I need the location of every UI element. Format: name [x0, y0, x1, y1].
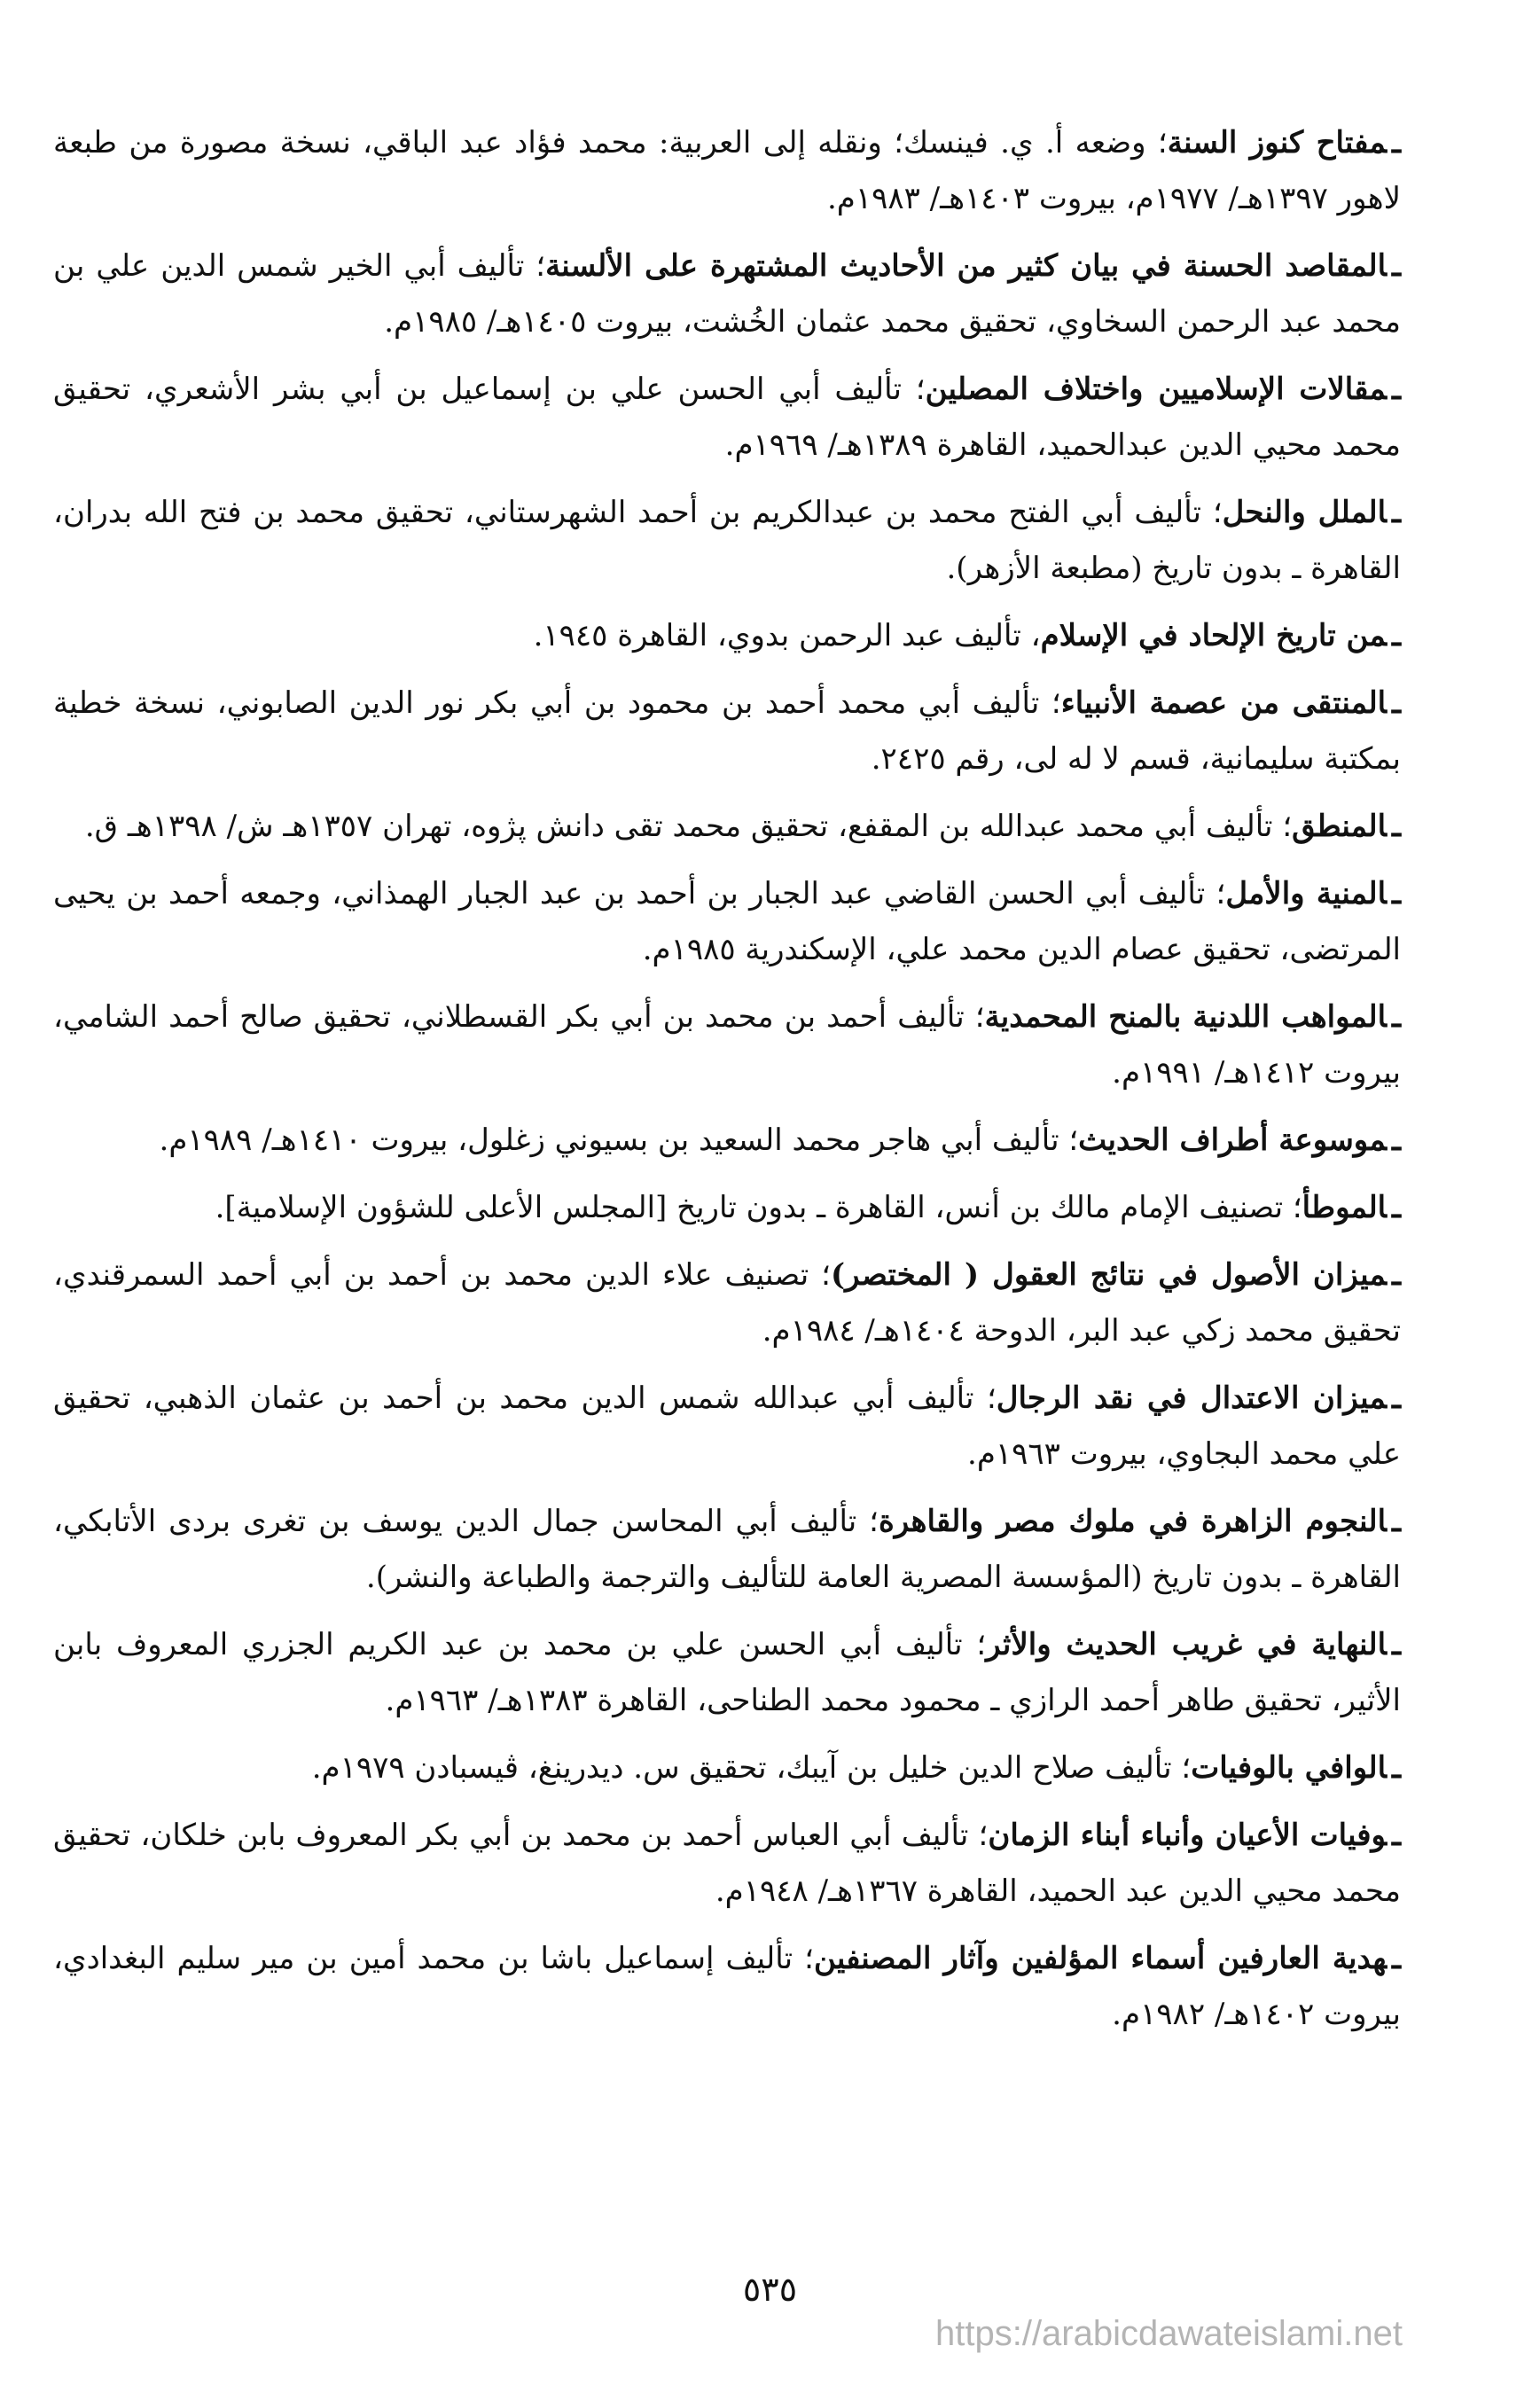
entry-details: ؛ تأليف أبي الخير شمس الدين علي بن محمد عبد الرحمن السخاوي، تحقيق محمد عثمان الخُشت، بيروت ١٤٠٥هـ/ ١٩٨٥م.	[53, 248, 1401, 340]
bibliography-entry-10: ـموسوعة أطراف الحديث؛ تأليف أبي هاجر محمد السعيد بن بسيوني زغلول، بيروت ١٤١٠هـ/ ١٩٨٩م.	[159, 1122, 1401, 1158]
entry-title: مقالات الإسلاميين واختلاف المصلين	[925, 371, 1388, 407]
entry-details: ؛ تصنيف الإمام مالك بن أنس، القاهرة ـ بدون تاريخ [المجلس الأعلى للشؤون الإسلامية].	[215, 1190, 1302, 1225]
entry-details: ؛ تأليف أبي عبدالله شمس الدين محمد بن أحمد بن عثمان الذهبي، تحقيق علي محمد البجاوي، بيروت ١٩٦٣م.	[53, 1380, 1401, 1472]
bibliography-entry-11: ـالموطأ؛ تصنيف الإمام مالك بن أنس، القاهرة ـ بدون تاريخ [المجلس الأعلى للشؤون الإسلامية].	[215, 1190, 1401, 1225]
bibliography-entry-7: ـالمنطق؛ تأليف أبي محمد عبدالله بن المقفع، تحقيق محمد تقى دانش پژوه، تهران ١٣٥٧هـ ش/ ١٣٩٨هـ ق.	[84, 809, 1401, 844]
entry-title: الملل والنحل	[1222, 495, 1388, 530]
entry-title: النجوم الزاهرة في ملوك مصر والقاهرة	[878, 1504, 1388, 1539]
entry-title: مفتاح كنوز السنة	[1167, 125, 1388, 160]
entry-title: وفيات الأعيان وأنباء أبناء الزمان	[988, 1818, 1388, 1853]
bibliography-entry-13: ـميزان الاعتدال في نقد الرجال؛ تأليف أبي عبدالله شمس الدين محمد بن أحمد بن عثمان الذهبي، تحقيق علي محمد البجاوي، بيروت ١٩٦٣م.	[53, 1380, 1401, 1472]
entry-title: المنية والأمل	[1225, 876, 1388, 911]
bibliography-entry-18: ـهدية العارفين أسماء المؤلفين وآثار المصنفين؛ تأليف إسماعيل باشا بن محمد أمين بن مير سليم البغدادي، بيروت ١٤٠٢هـ/ ١٩٨٢م.	[53, 1941, 1401, 2032]
entry-details: ؛ تصنيف علاء الدين محمد بن أحمد بن أبي أحمد السمرقندي، تحقيق محمد زكي عبد البر، الدوحة ١٤٠٤هـ/ ١٩٨٤م.	[53, 1257, 1401, 1349]
entry-details: ؛ تأليف أبي الحسن القاضي عبد الجبار بن أحمد بن عبد الجبار الهمذاني، وجمعه أحمد بن يحيى المرتضى، تحقيق عصام الدين محمد علي، الإسكندرية ١٩٨٥م.	[53, 876, 1401, 967]
bibliography-entry-5: ـمن تاريخ الإلحاد في الإسلام، تأليف عبد الرحمن بدوي، القاهرة ١٩٤٥.	[533, 618, 1401, 653]
bibliography-entry-8: ـالمنية والأمل؛ تأليف أبي الحسن القاضي عبد الجبار بن أحمد بن عبد الجبار الهمذاني، وجمعه أحمد بن يحيى المرتضى، تحقيق عصام الدين محمد علي، الإسكندرية ١٩٨٥م.	[53, 876, 1401, 967]
entry-title: الموطأ	[1302, 1190, 1388, 1225]
entry-title: المنتقى من عصمة الأنبياء	[1060, 685, 1388, 721]
entry-title: موسوعة أطراف الحديث	[1078, 1122, 1388, 1158]
bibliography-entry-14: ـالنجوم الزاهرة في ملوك مصر والقاهرة؛ تأليف أبي المحاسن جمال الدين يوسف بن تغرى بردى الأتابكي، القاهرة ـ بدون تاريخ (المؤسسة المصرية العامة للتأليف والترجمة والطباعة والنشر).	[53, 1504, 1401, 1595]
entry-details: ؛ تأليف أبي الحسن علي بن إسماعيل بن أبي بشر الأشعري، تحقيق محمد محيي الدين عبدالحميد، القاهرة ١٣٨٩هـ/ ١٩٦٩م.	[53, 371, 1401, 463]
entry-details: ؛ تأليف إسماعيل باشا بن محمد أمين بن مير سليم البغدادي، بيروت ١٤٠٢هـ/ ١٩٨٢م.	[53, 1941, 1401, 2032]
bibliography-entry-17: ـوفيات الأعيان وأنباء أبناء الزمان؛ تأليف أبي العباس أحمد بن محمد بن أبي بكر المعروف بابن خلكان، تحقيق محمد محيي الدين عبد الحميد، القاهرة ١٣٦٧هـ/ ١٩٤٨م.	[53, 1818, 1401, 1909]
entry-details: ؛ تأليف أبي الفتح محمد بن عبدالكريم بن أحمد الشهرستاني، تحقيق محمد بن فتح الله بدران، القاهرة ـ بدون تاريخ (مطبعة الأزهر).	[53, 495, 1401, 586]
bibliography-page	[53, 115, 1401, 2054]
entry-details: ؛ تأليف أبي الحسن علي بن محمد بن عبد الكريم الجزري المعروف بابن الأثير، تحقيق طاهر أحمد الرازي ـ محمود محمد الطناحى، القاهرة ١٣٨٣هـ/ ١٩٦٣م.	[53, 1627, 1401, 1718]
entry-details: ؛ تأليف أبي محمد أحمد بن محمود بن أبي بكر نور الدين الصابوني، نسخة خطية بمكتبة سليمانية، قسم لا له لى، رقم ٢٤٢٥.	[53, 685, 1401, 777]
entry-details: ؛ تأليف أبي المحاسن جمال الدين يوسف بن تغرى بردى الأتابكي، القاهرة ـ بدون تاريخ (المؤسسة المصرية العامة للتأليف والترجمة والطباعة والنشر).	[53, 1504, 1401, 1595]
entry-title: ميزان الأصول في نتائج العقول ( المختصر)	[830, 1257, 1388, 1293]
bibliography-entry-1: ـمفتاح كنوز السنة؛ وضعه أ. ي. فينسك؛ ونقله إلى العربية: محمد فؤاد عبد الباقي، نسخة مصورة من طبعة لاهور ١٣٩٧هـ/ ١٩٧٧م، بيروت ١٤٠٣هـ/ ١٩٨٣م.	[53, 125, 1402, 216]
entry-details: ؛ تأليف صلاح الدين خليل بن آيبك، تحقيق س. ديدرينغ، ڤيسبادن ١٩٧٩م.	[311, 1750, 1192, 1786]
entry-title: المنطق	[1292, 809, 1388, 844]
entry-details: ؛ تأليف أحمد بن محمد بن أبي بكر القسطلاني، تحقيق صالح أحمد الشامي، بيروت ١٤١٢هـ/ ١٩٩١م.	[53, 999, 1401, 1091]
bibliography-entry-3: ـمقالات الإسلاميين واختلاف المصلين؛ تأليف أبي الحسن علي بن إسماعيل بن أبي بشر الأشعري، تحقيق محمد محيي الدين عبدالحميد، القاهرة ١٣٨٩هـ/ ١٩٦٩م.	[53, 371, 1401, 463]
bibliography-entry-2: ـالمقاصد الحسنة في بيان كثير من الأحاديث المشتهرة على الألسنة؛ تأليف أبي الخير شمس الدين علي بن محمد عبد الرحمن السخاوي، تحقيق محمد عثمان الخُشت، بيروت ١٤٠٥هـ/ ١٩٨٥م.	[53, 248, 1401, 340]
bibliography-entry-12: ـميزان الأصول في نتائج العقول ( المختصر)؛ تصنيف علاء الدين محمد بن أحمد بن أبي أحمد السمرقندي، تحقيق محمد زكي عبد البر، الدوحة ١٤٠٤هـ/ ١٩٨٤م.	[53, 1257, 1401, 1349]
bibliography-entry-6: ـالمنتقى من عصمة الأنبياء؛ تأليف أبي محمد أحمد بن محمود بن أبي بكر نور الدين الصابوني، نسخة خطية بمكتبة سليمانية، قسم لا له لى، رقم ٢٤٢٥.	[53, 685, 1401, 777]
entry-title: الوافي بالوفيات	[1191, 1750, 1388, 1786]
entry-details: ؛ تأليف أبي محمد عبدالله بن المقفع، تحقيق محمد تقى دانش پژوه، تهران ١٣٥٧هـ ش/ ١٣٩٨هـ ق.	[84, 809, 1293, 844]
entry-title: ميزان الاعتدال في نقد الرجال	[996, 1380, 1388, 1416]
bibliography-entry-4: ـالملل والنحل؛ تأليف أبي الفتح محمد بن عبدالكريم بن أحمد الشهرستاني، تحقيق محمد بن فتح الله بدران، القاهرة ـ بدون تاريخ (مطبعة الأزهر).	[53, 495, 1401, 586]
page-number: ٥٣٥	[742, 2270, 798, 2309]
entry-details: ؛ وضعه أ. ي. فينسك؛ ونقله إلى العربية: محمد فؤاد عبد الباقي، نسخة مصورة من طبعة لاهور ١٣٩٧هـ/ ١٩٧٧م، بيروت ١٤٠٣هـ/ ١٩٨٣م.	[53, 125, 1401, 216]
entry-details: ، تأليف عبد الرحمن بدوي، القاهرة ١٩٤٥.	[533, 618, 1041, 653]
entry-title: النهاية في غريب الحديث والأثر	[986, 1627, 1388, 1662]
entry-title: المواهب اللدنية بالمنح المحمدية	[984, 999, 1388, 1035]
entry-details: ؛ تأليف أبي العباس أحمد بن محمد بن أبي بكر المعروف بابن خلكان، تحقيق محمد محيي الدين عبد الحميد، القاهرة ١٣٦٧هـ/ ١٩٤٨م.	[53, 1818, 1401, 1909]
bibliography-entry-9: ـالمواهب اللدنية بالمنح المحمدية؛ تأليف أحمد بن محمد بن أبي بكر القسطلاني، تحقيق صالح أحمد الشامي، بيروت ١٤١٢هـ/ ١٩٩١م.	[53, 999, 1401, 1091]
bibliography-entry-15: ـالنهاية في غريب الحديث والأثر؛ تأليف أبي الحسن علي بن محمد بن عبد الكريم الجزري المعروف بابن الأثير، تحقيق طاهر أحمد الرازي ـ محمود محمد الطناحى، القاهرة ١٣٨٣هـ/ ١٩٦٣م.	[53, 1627, 1401, 1718]
entry-title: المقاصد الحسنة في بيان كثير من الأحاديث المشتهرة على الألسنة	[545, 248, 1388, 284]
entry-details: ؛ تأليف أبي هاجر محمد السعيد بن بسيوني زغلول، بيروت ١٤١٠هـ/ ١٩٨٩م.	[159, 1122, 1079, 1158]
entry-title: هدية العارفين أسماء المؤلفين وآثار المصنفين	[813, 1941, 1388, 1976]
bibliography-entry-16: ـالوافي بالوفيات؛ تأليف صلاح الدين خليل بن آيبك، تحقيق س. ديدرينغ، ڤيسبادن ١٩٧٩م.	[311, 1750, 1401, 1786]
entry-title: من تاريخ الإلحاد في الإسلام	[1040, 618, 1388, 653]
watermark-url: https://arabicdawateislami.net	[935, 2314, 1403, 2353]
